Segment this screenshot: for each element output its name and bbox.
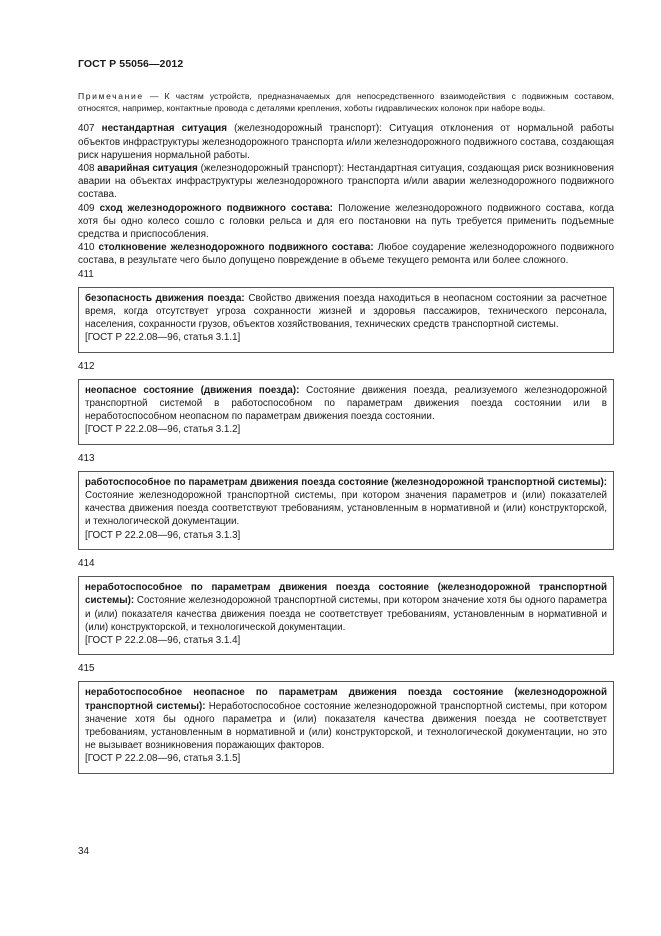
boxed-term-number: 415	[78, 663, 95, 675]
term-reference: [ГОСТ Р 22.2.08—96, статья 3.1.1]	[85, 332, 241, 344]
term-domain: (железнодорожный транспорт):	[197, 163, 345, 175]
term-name: нестандартная ситуация	[101, 123, 227, 135]
term-definition: Положение железнодорожного подвижного состава, когда хотя бы одно колесо сошло с головки рельса и для его постановки на путь требуется применить подъемные средства и приспособления.	[78, 202, 614, 241]
page-number: 34	[78, 846, 89, 857]
term-definition: Состояние железнодорожной транспортной системы, при котором значения параметров и (или) показателей качества движения поезда соответствуют требованиям, установленным в нормативной и (или) конструкторской, и технологической документации.	[85, 490, 607, 528]
boxed-term-number: 412	[78, 360, 95, 372]
term-name: неработоспособное по параметрам движения поезда состояние (железнодорожной транспортной системы):	[85, 582, 607, 607]
term-definition: Ситуация отклонения от нормальной работы объектов инфраструктуры железнодорожного транспорта и/или железнодорожного подвижного состава, создающая риск нарушения нормальной работы.	[78, 123, 614, 161]
term-reference: [ГОСТ Р 22.2.08—96, статья 3.1.3]	[85, 529, 241, 541]
term-reference: [ГОСТ Р 22.2.08—96, статья 3.1.5]	[85, 753, 241, 765]
term-entry	[78, 162, 614, 202]
term-name: аварийная ситуация	[97, 163, 198, 175]
term-definition: Неработоспособное состояние железнодорожной транспортной системы, при котором значение хотя бы одного параметра и (или) показателя качества движения поезда не соответствует требованиям, установленным в нормативной и (или) конструкторской, и технологической документации, но это не вызывает возникновения поражающих факторов.	[85, 700, 607, 752]
boxed-term	[78, 287, 614, 353]
boxed-term	[78, 379, 614, 445]
boxed-term	[78, 471, 614, 550]
term-number: 407	[78, 123, 95, 135]
boxed-term-number: 414	[78, 557, 95, 569]
term-list	[78, 122, 614, 267]
term-name: работоспособное по параметрам движения поезда состояние (железнодорожной транспортной системы):	[85, 476, 607, 488]
term-definition: Любое соударение железнодорожного подвижного состава, в результате чего было допущено повреждение в объеме текущего ремонта или более сложного.	[78, 242, 614, 267]
term-name: неработоспособное неопасное по параметрам движения поезда состояние (железнодорожной транспортной системы):	[85, 687, 607, 712]
term-name: столкновение железнодорожного подвижного состава:	[98, 242, 374, 254]
term-reference: [ГОСТ Р 22.2.08—96, статья 3.1.4]	[85, 634, 241, 646]
term-name: неопасное состояние (движения поезда):	[85, 384, 300, 396]
term-definition: Состояние железнодорожной транспортной системы, при котором значение хотя бы одного параметра и (или) показателя качества движения поезда не соответствует требованиям, установленным в нормативной и (или) конструкторской, и технологической документации.	[85, 595, 608, 633]
boxed-term	[78, 681, 614, 773]
term-number: 408	[78, 163, 95, 175]
term-definition: Свойство движения поезда находиться в неопасном состоянии за расчетное время, когда отсутствует угроза сохранности жизней и здоровья пассажиров, технического персонала, населения, сохранности грузов, объектов хозяйствования, технических средств транспортной системы.	[85, 292, 608, 331]
term-entry	[78, 122, 614, 162]
note-paragraph	[78, 90, 614, 114]
document-page	[78, 58, 614, 781]
note-label: Примечание	[78, 91, 144, 101]
term-reference: [ГОСТ Р 22.2.08—96, статья 3.1.2]	[85, 424, 241, 436]
term-name: сход железнодорожного подвижного состава:	[99, 202, 333, 214]
term-entry	[78, 202, 614, 242]
note-text: — К частям устройств, предназначаемых для непосредственного взаимодействия с подвижным составом, относятся, например, контактные провода с деталями крепления, хоботы гидравлических колонок при наборе воды.	[78, 91, 614, 114]
term-name: безопасность движения поезда:	[85, 292, 245, 304]
term-definition: Состояние движения поезда, реализуемого железнодорожной транспортной системой в работоспособном по параметрам движения поезда состоянии или в неработоспособном неопасном по параметрам движения поезда состоянии.	[85, 384, 607, 423]
boxed-term-number: 411	[78, 268, 94, 280]
term-number: 410	[78, 242, 95, 254]
standard-header: ГОСТ Р 55056—2012	[78, 58, 184, 70]
boxed-term-number: 413	[78, 452, 95, 464]
term-definition: Нестандартная ситуация, создающая риск возникновения аварии на объектах инфраструктуры железнодорожного транспорта и/или аварии железнодорожного подвижного состава.	[78, 163, 614, 201]
term-domain: (железнодорожный транспорт):	[226, 123, 382, 135]
term-entry	[78, 241, 614, 267]
term-number: 409	[78, 202, 95, 214]
boxed-term	[78, 576, 614, 655]
